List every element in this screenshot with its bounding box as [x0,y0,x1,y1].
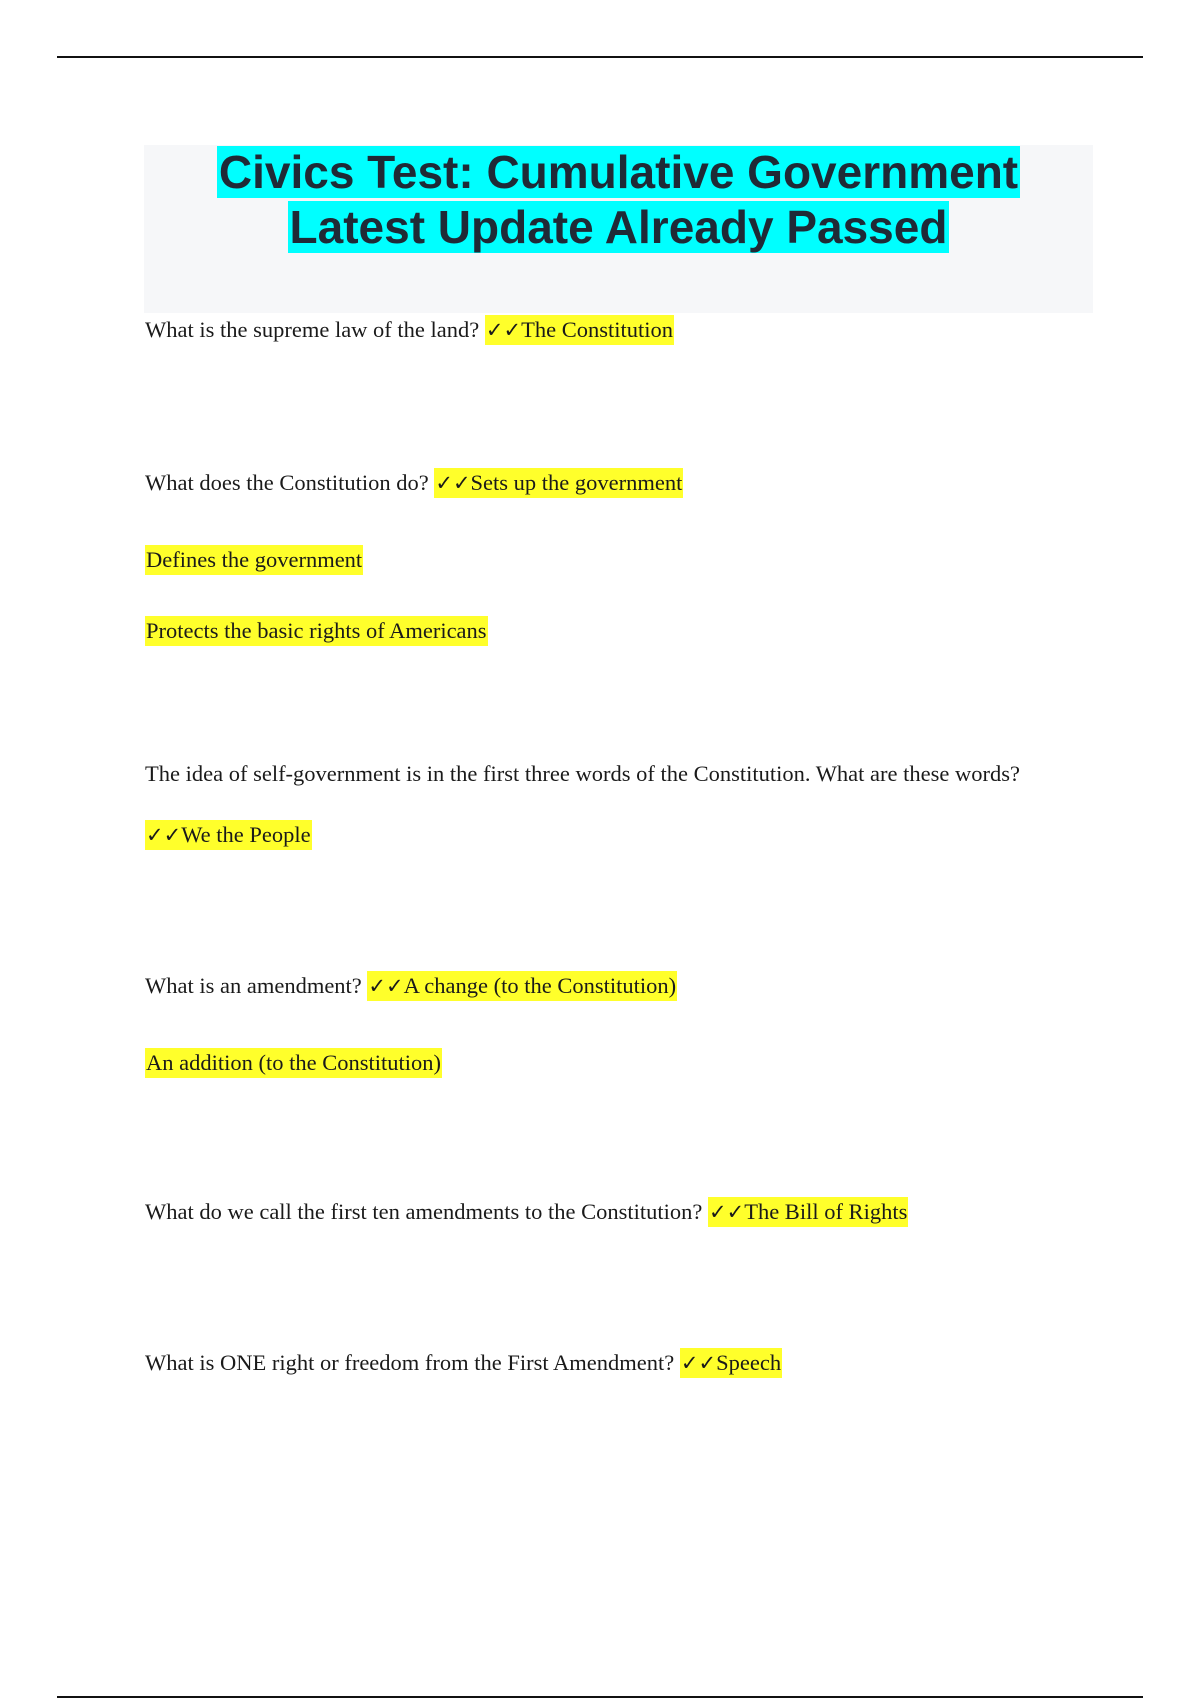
question-text: What is the supreme law of the land? [145,317,480,342]
question-text: What do we call the first ten amendments to the Constitution? [145,1199,703,1224]
qa-item-2 [145,468,683,498]
double-check-icon: ✓✓ [709,1200,745,1224]
qa-item-3-answer [145,820,312,850]
double-check-icon: ✓✓ [680,1351,717,1375]
answer-text: A change (to the Constitution) [403,973,677,998]
question-text: What is ONE right or freedom from the First Amendment? [145,1350,675,1375]
answer-highlight [708,1197,908,1227]
qa-item-6 [145,1348,782,1378]
answer-text: An addition (to the Constitution) [145,1048,442,1078]
qa-item-5 [145,1197,908,1227]
title-line-1: Civics Test: Cumulative Government [218,146,1019,198]
header-rule [57,56,1143,58]
qa-item-1 [145,315,674,345]
answer-highlight [680,1348,782,1378]
title-line-2: Latest Update Already Passed [289,201,948,253]
double-check-icon: ✓✓ [368,974,404,998]
qa-item-3 [145,759,1020,789]
answer-highlight [485,315,674,345]
question-text: What does the Constitution do? [145,470,429,495]
question-text: The idea of self-government is in the first three words of the Constitution. What are these words? [145,761,1020,786]
answer-highlight [434,468,683,498]
double-check-icon: ✓✓ [485,318,522,342]
document-title [144,145,1093,255]
answer-text: We the People [181,822,311,847]
footer-rule [57,1696,1143,1698]
qa-item-4 [145,971,677,1001]
answer-text: The Constitution [521,317,673,342]
qa-item-2-extra-1 [145,545,363,575]
qa-item-4-extra-1 [145,1048,442,1078]
question-text: What is an amendment? [145,973,362,998]
qa-item-2-extra-2 [145,616,488,646]
answer-text: Protects the basic rights of Americans [145,616,488,646]
answer-highlight [367,971,677,1001]
double-check-icon: ✓✓ [435,471,471,495]
answer-text: The Bill of Rights [744,1199,908,1224]
answer-highlight [145,820,312,850]
double-check-icon: ✓✓ [146,823,182,847]
answer-text: Defines the government [145,545,363,575]
title-block [144,145,1093,313]
answer-text: Speech [716,1350,782,1375]
answer-text: Sets up the government [470,470,683,495]
